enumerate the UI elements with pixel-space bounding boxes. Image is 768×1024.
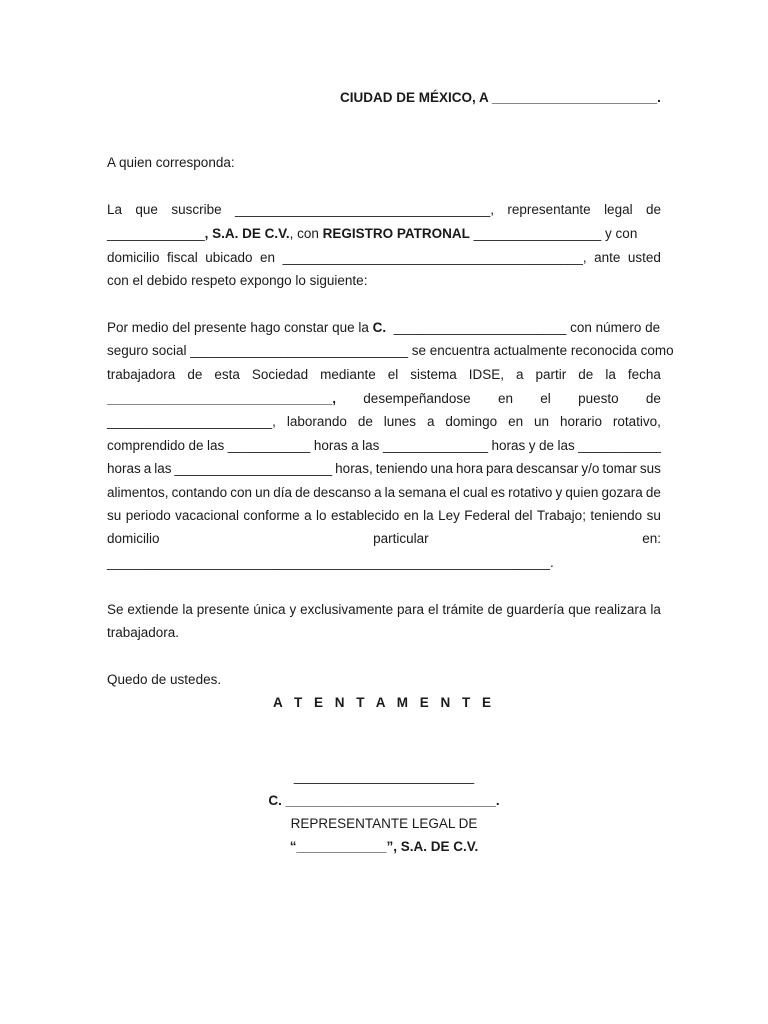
- word: lunes: [383, 414, 417, 429]
- word: las: [154, 461, 172, 476]
- word: para: [397, 602, 425, 617]
- word: vacacional: [175, 508, 239, 523]
- word: descansar: [516, 461, 579, 476]
- c-label: C.: [372, 320, 387, 335]
- word: del: [514, 508, 533, 523]
- worker-name-blank: _______________________ con número de: [386, 320, 661, 335]
- word: y: [528, 438, 536, 453]
- word: que: [135, 202, 158, 217]
- word: desempeñandose: [363, 391, 471, 406]
- word: fecha: [627, 367, 661, 382]
- word: la: [605, 367, 616, 382]
- word: sistema: [410, 367, 457, 382]
- word: representante: [507, 202, 591, 217]
- word: partir: [535, 367, 567, 382]
- word: alimentos,: [107, 485, 169, 500]
- word: con: [230, 485, 253, 500]
- word: descanso: [313, 485, 371, 500]
- word: la: [650, 602, 661, 617]
- word: semana: [398, 485, 447, 500]
- word: única: [253, 602, 286, 617]
- word: una: [430, 461, 454, 476]
- word: de: [645, 391, 661, 406]
- word: mediante: [320, 367, 376, 382]
- word: las: [207, 438, 225, 453]
- word: __________________________________,: [234, 202, 494, 217]
- word: y: [555, 485, 563, 500]
- word: de: [357, 414, 373, 429]
- word: periodo: [125, 508, 171, 523]
- word: teniendo: [375, 461, 428, 476]
- word: extiende: [127, 602, 179, 617]
- word: es: [490, 485, 506, 500]
- company-blank: _____________: [107, 226, 205, 241]
- word: las: [557, 438, 575, 453]
- word: en: [497, 391, 513, 406]
- word: en: [403, 508, 419, 523]
- word: el: [387, 367, 399, 382]
- word: ubicado: [205, 250, 253, 265]
- word: de: [295, 485, 311, 500]
- word: el: [427, 602, 439, 617]
- word: la: [423, 508, 434, 523]
- paragraph1-line4: con el debido respeto expongo lo siguiente:: [107, 273, 368, 288]
- word: tomar: [602, 461, 637, 476]
- paragraph2-line10: [107, 531, 661, 546]
- paragraph3-line2: trabajadora.: [107, 625, 180, 640]
- word: horas: [107, 461, 141, 476]
- paragraph1-line2: [107, 226, 637, 241]
- word: de: [487, 602, 503, 617]
- registro-patronal-label: REGISTRO PATRONAL: [322, 226, 470, 241]
- word: ________________________________________,: [282, 250, 587, 265]
- word: ___________: [227, 438, 311, 453]
- word: legal: [604, 202, 633, 217]
- word: de: [187, 367, 203, 382]
- word: en: [260, 250, 276, 265]
- word: que: [568, 602, 591, 617]
- word: esta: [214, 367, 240, 382]
- word: de: [645, 202, 661, 217]
- word: las: [362, 438, 380, 453]
- word: sus: [639, 461, 661, 476]
- word: trámite: [442, 602, 484, 617]
- word: puesto: [578, 391, 619, 406]
- word: conforme: [243, 508, 300, 523]
- word: domicilio: [107, 531, 160, 546]
- word: horas: [313, 438, 348, 453]
- word: la: [384, 485, 396, 500]
- word: ___________: [578, 438, 661, 453]
- paragraph3-line1: [107, 602, 661, 617]
- paragraph2-line2: seguro social _____________________________ se encuentra actualmente reconocida como: [107, 343, 674, 358]
- word: de: [188, 438, 204, 453]
- word: trabajadora: [107, 367, 176, 382]
- word: horas,: [335, 461, 373, 476]
- company-name: “____________”, S.A. DE C.V.: [289, 839, 479, 854]
- word: ante: [594, 250, 621, 265]
- word: la: [182, 602, 193, 617]
- word: de: [645, 485, 661, 500]
- signatory-name: C. ____________________________.: [268, 793, 500, 808]
- word: particular: [373, 531, 429, 546]
- word: ______________: [382, 438, 489, 453]
- word: el: [449, 485, 460, 500]
- word: y/o: [581, 461, 600, 476]
- paragraph2-line5: [107, 414, 661, 429]
- word: domicilio: [107, 250, 160, 265]
- word: a: [304, 508, 312, 523]
- word: Trabajo;: [536, 508, 586, 523]
- word: lo: [316, 508, 327, 523]
- word: horas: [491, 438, 526, 453]
- word: teniendo: [590, 508, 643, 523]
- word: su: [646, 508, 661, 523]
- atentamente-heading: A T E N T A M E N T E: [273, 695, 495, 710]
- paragraph2-line4: [107, 391, 661, 406]
- word: presente: [196, 602, 250, 617]
- paragraph2-line9: [107, 508, 661, 523]
- word: suscribe: [171, 202, 222, 217]
- word: un: [534, 414, 550, 429]
- word: el: [540, 391, 551, 406]
- word: Ley: [438, 508, 460, 523]
- intro-text: Por medio del presente hago constar que la: [107, 320, 373, 335]
- word: a: [351, 438, 359, 453]
- registro-patronal-blank: _________________ y con: [469, 226, 638, 241]
- word: realizara: [594, 602, 647, 617]
- word: en:: [642, 531, 661, 546]
- word: a: [374, 485, 382, 500]
- paragraph2-line8: [107, 485, 661, 500]
- word: domingo: [445, 414, 498, 429]
- word: cual: [462, 485, 488, 500]
- word: usted: [627, 250, 661, 265]
- signature-line: ________________________: [293, 769, 475, 784]
- word: establecido: [330, 508, 400, 523]
- word: _____________________: [174, 461, 333, 476]
- paragraph2-line1: [107, 320, 660, 335]
- word: a: [516, 367, 524, 382]
- word: rotativo: [508, 485, 553, 500]
- word: Federal: [464, 508, 511, 523]
- closing-text: Quedo de ustedes.: [107, 672, 222, 687]
- paragraph2-line6: [107, 438, 661, 453]
- greeting: A quien corresponda:: [107, 155, 235, 170]
- word: ______________________,: [107, 414, 276, 429]
- word: horario: [559, 414, 602, 429]
- word: su: [107, 508, 122, 523]
- word: gozara: [601, 485, 643, 500]
- date-blank: ______________________________,: [107, 391, 336, 406]
- word: exclusivamente: [300, 602, 394, 617]
- word: de: [578, 367, 594, 382]
- paragraph2-line3: [107, 367, 661, 382]
- word: La: [107, 202, 123, 217]
- word: rotativo,: [612, 414, 661, 429]
- word: laborando: [286, 414, 347, 429]
- word: en: [508, 414, 524, 429]
- word: Sociedad: [251, 367, 309, 382]
- paragraph1-line3: [107, 250, 661, 265]
- city-date-header: CIUDAD DE MÉXICO, A ______________________.: [340, 90, 661, 105]
- paragraph1-line1: [107, 202, 661, 217]
- word: y: [289, 602, 297, 617]
- word: quien: [565, 485, 599, 500]
- word: día: [273, 485, 292, 500]
- word: contando: [171, 485, 228, 500]
- connector-text: , con: [289, 226, 323, 241]
- word: un: [255, 485, 271, 500]
- word: a: [143, 461, 152, 476]
- word: de: [539, 438, 555, 453]
- word: Se: [107, 602, 124, 617]
- word: fiscal: [167, 250, 198, 265]
- word: a: [426, 414, 435, 429]
- company-suffix: , S.A. DE C.V.: [204, 226, 290, 241]
- word: guardería: [506, 602, 565, 617]
- paragraph2-line11: ___________________________________________________________.: [107, 555, 554, 570]
- paragraph2-line7: [107, 461, 661, 476]
- word: IDSE,: [468, 367, 505, 382]
- signatory-title: REPRESENTANTE LEGAL DE: [290, 816, 478, 831]
- word: para: [486, 461, 514, 476]
- word: comprendido: [107, 438, 186, 453]
- word: hora: [456, 461, 484, 476]
